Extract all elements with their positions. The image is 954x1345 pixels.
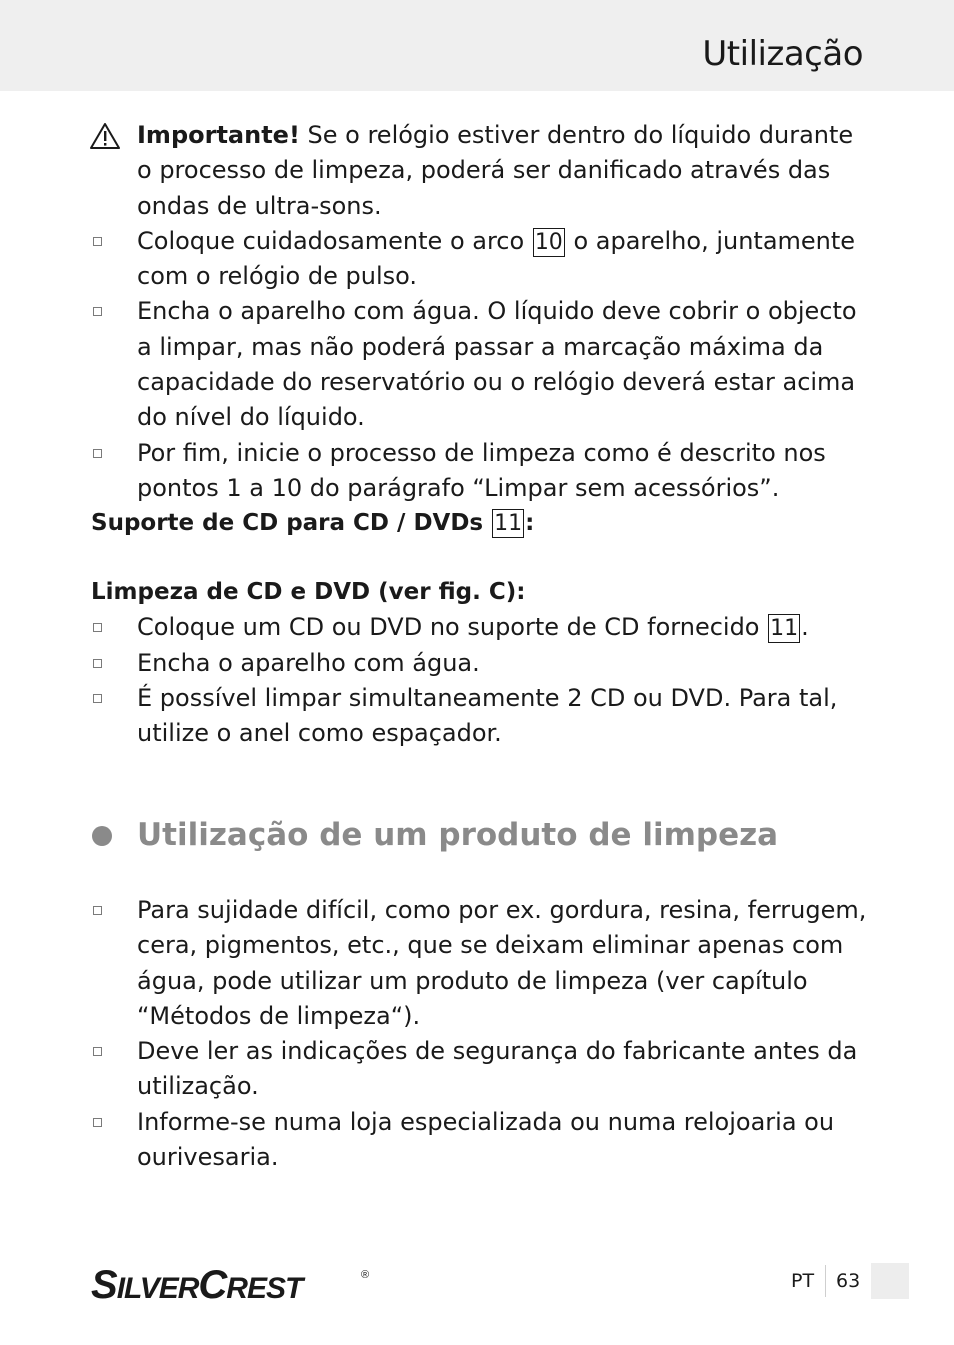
step-text: Deve ler as indicações de segurança do fabricante antes da utilização. [137,1037,858,1101]
step-text: Para sujidade difícil, como por ex. gordura, resina, ferrugem, cera, pigmentos, etc., que se deixam eliminar apenas com água, pode utilizar um produto de limpeza (ver capítulo “Métodos de limpeza“). [137,896,867,1030]
page-title: Utilização [702,34,863,74]
cd-cleaning-title: Limpeza de CD e DVD (ver fig. C): [91,579,526,605]
warning-text: Se o relógio estiver dentro do líquido durante o processo de limpeza, poderá ser danificado através das ondas de ultra-sons. [137,121,854,220]
checkbox-bullet-icon [93,1118,102,1127]
cleaning-product-block [91,893,871,1175]
checkbox-bullet-icon [93,237,102,246]
list-item [91,1034,871,1105]
list-item [91,681,871,752]
list-item [91,224,871,295]
step-text: . [801,613,809,642]
list-item [91,1105,871,1176]
step-text: Informe-se numa loja especializada ou numa relojoaria ou ourivesaria. [137,1107,835,1172]
svg-text:SILVERCREST: SILVERCREST [91,1263,303,1304]
cd-holder-suffix: : [525,510,535,536]
list-item [91,893,871,1034]
checkbox-bullet-icon [93,307,102,316]
watch-cleaning-block [91,118,871,506]
checkbox-bullet-icon [93,906,102,915]
list-item [91,436,871,507]
step-text: Coloque um CD ou DVD no suporte de CD fornecido [137,613,768,642]
page-number: 63 [836,1270,861,1292]
list-item [91,646,871,681]
checkbox-bullet-icon [93,694,102,703]
step-text: Por fim, inicie o processo de limpeza como é descrito nos pontos 1 a 10 do parágrafo “Limpar sem acessórios”. [137,438,826,502]
footer-divider [825,1265,826,1297]
brand-logo [91,1262,381,1304]
section-bullet-icon [92,826,112,846]
registered-mark: ® [361,1269,370,1281]
section-title: Utilização de um produto de limpeza [137,817,779,853]
reference-number: 10 [534,229,563,255]
list-item [91,294,871,435]
step-text: Coloque cuidadosamente o arco [137,226,532,255]
reference-number: 11 [494,511,523,536]
cd-holder-title: Suporte de CD para CD / DVDs [91,510,492,536]
step-text: Encha o aparelho com água. O líquido deve cobrir o objecto a limpar, mas não poderá passar a marcação máxima da capacidade do reservatório ou o relógio deverá estar acima do nível do líquido. [137,297,857,432]
step-text: o aparelho, juntamente com o relógio de pulso. [137,226,856,291]
checkbox-bullet-icon [93,449,102,458]
reference-number: 11 [770,616,799,642]
language-code: PT [791,1270,815,1292]
checkbox-bullet-icon [93,1047,102,1056]
warning-label: Importante! [137,121,300,149]
cd-cleaning-block [91,575,871,751]
cd-holder-heading [91,505,871,541]
checkbox-bullet-icon [93,623,102,632]
checkbox-bullet-icon [93,659,102,668]
page-tab-marker [871,1263,909,1299]
warning-icon [89,122,121,150]
step-text: Encha o aparelho com água. [137,648,480,677]
warning-notice [91,118,871,224]
list-item [91,610,871,645]
step-text: É possível limpar simultaneamente 2 CD ou DVD. Para tal, utilize o anel como espaçador. [137,683,838,748]
